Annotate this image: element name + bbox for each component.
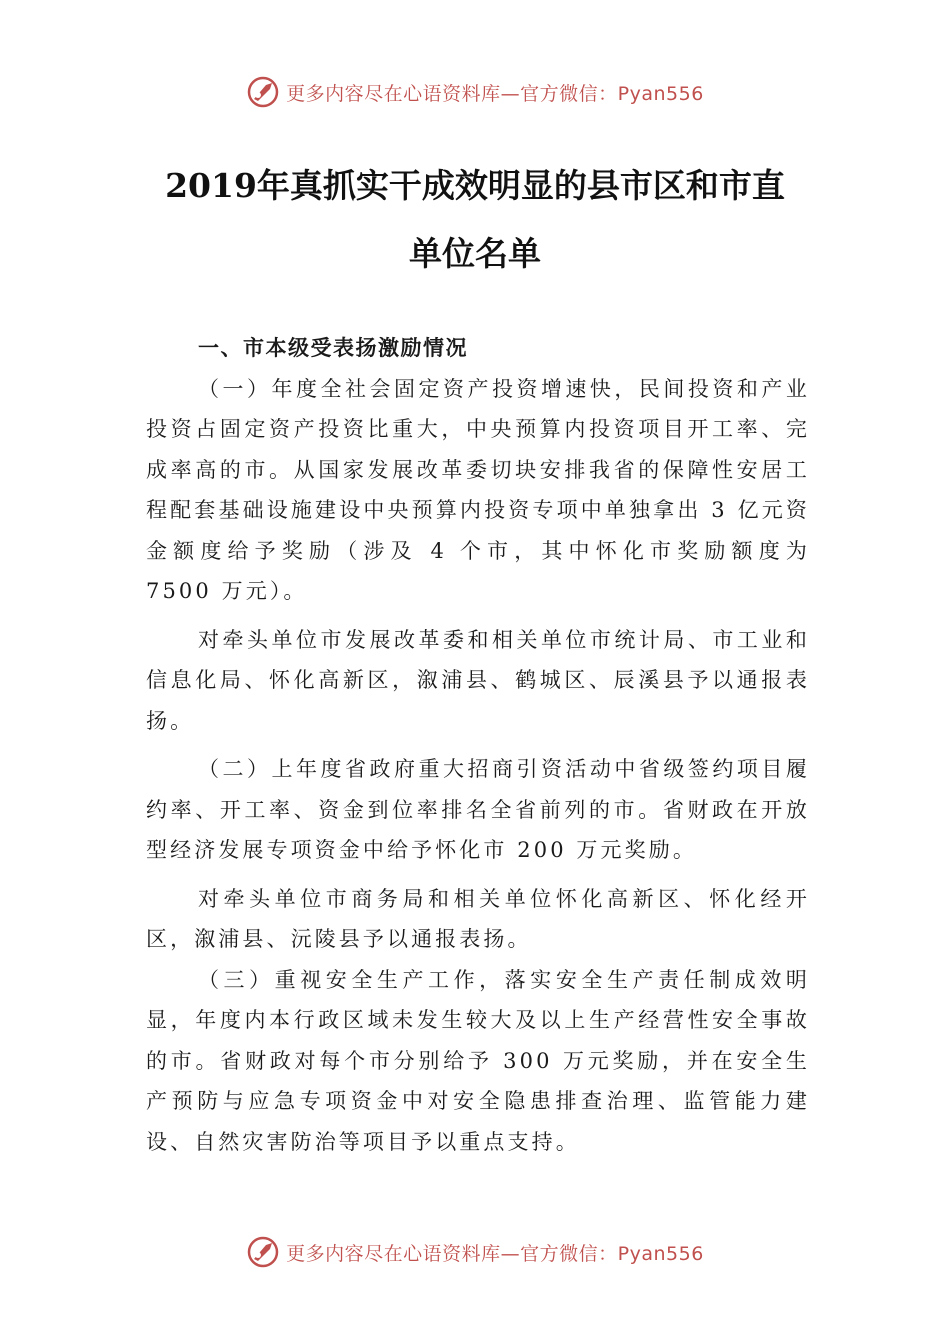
document-title-line-2: 单位名单: [409, 234, 541, 273]
paragraph-4: 对牵头单位市商务局和相关单位怀化高新区、怀化经开区，溆浦县、沅陵县予以通报表扬。: [146, 886, 810, 951]
watermark-footer: [0, 1232, 950, 1272]
paragraph-3: （二）上年度省政府重大招商引资活动中省级签约项目履约率、开工率、资金到位率排名全省前列的市。省财政在开放型经济发展专项资金中给予怀化市 200 万元奖励。: [146, 757, 810, 862]
logo-icon: [246, 75, 280, 109]
document-body: [146, 328, 810, 1162]
watermark-text: 更多内容尽在心语资料库—官方微信：Pyan556: [286, 82, 704, 105]
document-title-line-1: 2019年真抓实干成效明显的县市区和市直: [165, 166, 785, 205]
paragraph-1: （一）年度全社会固定资产投资增速快，民间投资和产业投资占固定资产投资比重大，中央预算内投资项目开工率、完成率高的市。从国家发展改革委切块安排我省的保障性安居工程配套基础设施建设中央预算内投资专项中单独拿出 3 亿元资金额度给予奖励（涉及 4 个市，其中怀化市奖励额度为 7500 万元）。: [146, 376, 810, 603]
logo-icon: [246, 1235, 280, 1269]
section-heading: 一、市本级受表扬激励情况: [198, 336, 468, 360]
watermark-header: [0, 72, 950, 112]
paragraph-2: 对牵头单位市发展改革委和相关单位市统计局、市工业和信息化局、怀化高新区，溆浦县、鹤城区、辰溪县予以通报表扬。: [146, 627, 810, 733]
watermark-text: 更多内容尽在心语资料库—官方微信：Pyan556: [286, 1242, 704, 1265]
paragraph-5: （三）重视安全生产工作，落实安全生产责任制成效明显，年度内本行政区域未发生较大及以上生产经营性安全事故的市。省财政对每个市分别给予 300 万元奖励，并在安全生产预防与应急专项资金中对安全隐患排查治理、监管能力建设、自然灾害防治等项目予以重点支持。: [146, 967, 810, 1154]
